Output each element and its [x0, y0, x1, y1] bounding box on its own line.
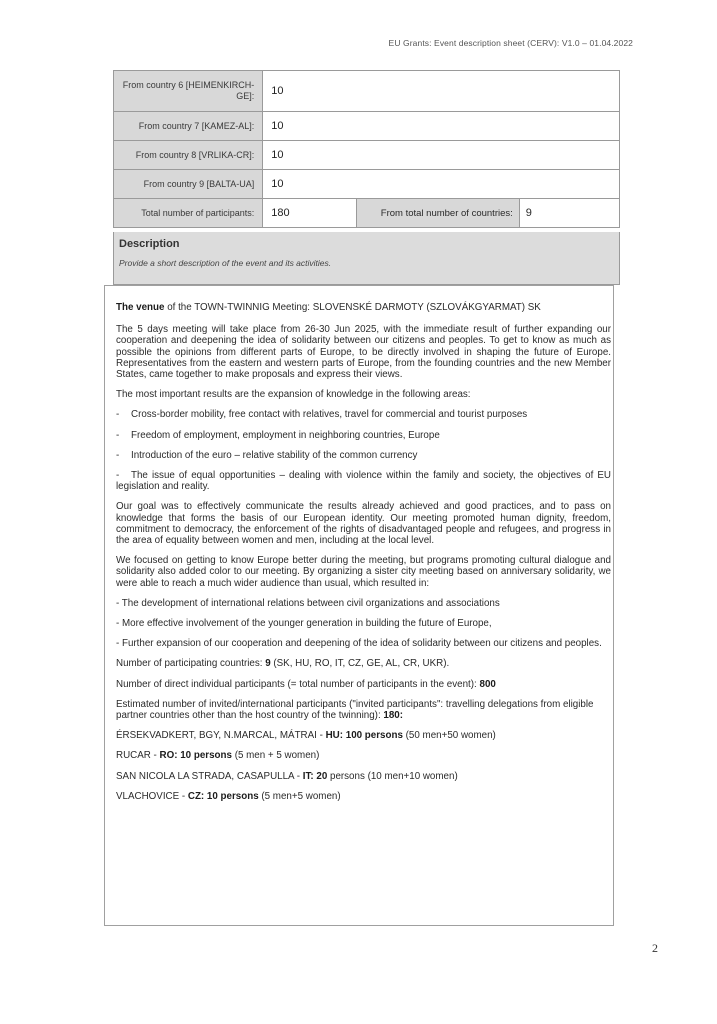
delegation-towns: SAN NICOLA LA STRADA, CASAPULLA -	[116, 770, 303, 782]
country-7-label: From country 7 [KAMEZ-AL]:	[114, 112, 263, 141]
delegation-towns: ÉRSEKVADKERT, BGY, N.MARCAL, MÁTRAI -	[116, 730, 326, 742]
list-item: - The issue of equal opportunities – dealing with violence within the family and society, the objectives of EU legislation and reality.	[116, 470, 611, 493]
description-header	[113, 232, 620, 285]
countries-list: (SK, HU, RO, IT, CZ, GE, AL, CR, UKR).	[270, 658, 450, 670]
list-item: - Cross-border mobility, free contact with relatives, travel for commercial and tourist purposes	[116, 409, 528, 421]
table-row	[114, 112, 620, 141]
invited-label: Estimated number of invited/international participants ("invited participants": travelling delegations from eligible partner countries other than the host country of the twinning):	[116, 698, 594, 722]
description-title: Description	[119, 238, 180, 250]
list-item-text: Cross-border mobility, free contact with relatives, travel for commercial and tourist purposes	[131, 409, 528, 421]
country-8-label: From country 8 [VRLIKA-CR]:	[114, 141, 263, 170]
country-9-value: 10	[263, 170, 620, 199]
delegation-ro	[116, 750, 613, 761]
country-7-value: 10	[263, 112, 620, 141]
paragraph: The 5 days meeting will take place from 26-30 Jun 2025, with the immediate result of further expanding our cooperation and deepening the idea of solidarity between our citizens and peoples. To get to know as much as possible the opinions from different parts of Europe, to be directly involved in shaping the future of Europe. Representatives from the eastern and western parts of Europe, from the founding countries and the new Member States, came together to make proposals and express their views.	[116, 324, 611, 381]
page-number: 2	[652, 941, 658, 955]
table-row	[114, 170, 620, 199]
total-countries-value: 9	[519, 199, 619, 228]
countries-paragraph	[116, 658, 613, 669]
paragraph: Our goal was to effectively communicate the results already achieved and good practices, and to pass on knowledge that forms the basis of our European identity. Our meeting promoted human dignity, freedom, commitment to democracy, the enforcement of the rights of disadvantaged people and refugees, and progress in the area of equality between women and men, including at the local level.	[116, 501, 611, 547]
list-item-text: Introduction of the euro – relative stability of the common currency	[131, 449, 418, 461]
delegation-cz	[116, 791, 613, 802]
result-item: - More effective involvement of the younger generation in building the future of Europe,	[116, 618, 492, 630]
delegation-split: persons (10 men+10 women)	[327, 770, 458, 782]
delegation-count: CZ: 10 persons	[187, 790, 259, 802]
table-row	[114, 141, 620, 170]
list-item-text: Freedom of employment, employment in neighboring countries, Europe	[131, 429, 440, 441]
venue-paragraph	[116, 302, 613, 313]
total-participants-value: 180	[263, 199, 357, 228]
country-8-value: 10	[263, 141, 620, 170]
delegation-count: IT: 20	[302, 770, 328, 782]
venue-text: of the TOWN-TWINNIG Meeting: SLOVENSKÉ DARMOTY (SZLOVÁKGYARMAT) SK	[164, 302, 541, 313]
result-item: - The development of international relations between civil organizations and associations	[116, 597, 500, 609]
direct-participants-paragraph	[116, 679, 613, 690]
country-6-value: 10	[263, 71, 620, 112]
paragraph: We focused on getting to know Europe better during the meeting, but programs promoting cultural dialogue and solidarity also added color to our meeting. By organizing a sister city meeting based on anniversary solidarity, we were able to reach a much wider audience than usual, which resulted in:	[116, 555, 611, 589]
list-item: - Freedom of employment, employment in neighboring countries, Europe	[116, 429, 440, 441]
list-item: - Introduction of the euro – relative stability of the common currency	[116, 449, 418, 461]
list-item-text: The issue of equal opportunities – dealing with violence within the family and society, the objectives of EU legislation and reality.	[116, 470, 611, 493]
invited-number: 180:	[383, 710, 404, 722]
delegation-towns: VLACHOVICE -	[116, 790, 188, 802]
delegation-split: (50 men+50 women)	[402, 730, 496, 742]
country-6-label: From country 6 [HEIMENKIRCH-GE]:	[114, 71, 263, 112]
delegation-count: HU: 100 persons	[325, 730, 403, 742]
delegation-hu	[116, 730, 613, 741]
venue-bold: The venue	[116, 302, 165, 313]
total-participants-label: Total number of participants:	[114, 199, 263, 228]
description-content	[104, 285, 614, 926]
delegation-count: RO: 10 persons	[159, 750, 232, 762]
direct-label: Number of direct individual participants (= total number of participants in the event):	[116, 678, 480, 690]
delegation-split: (5 men+5 women)	[258, 790, 341, 802]
table-row	[114, 199, 620, 228]
description-hint: Provide a short description of the event and its activities.	[119, 258, 332, 268]
direct-number: 800	[479, 678, 496, 690]
countries-number: 9	[265, 658, 271, 670]
result-item: - Further expansion of our cooperation and deepening of the idea of solidarity between our citizens and peoples.	[116, 638, 602, 650]
invited-participants-paragraph	[116, 699, 613, 721]
delegation-towns: RUCAR -	[116, 750, 160, 762]
table-row	[114, 71, 620, 112]
document-header: EU Grants: Event description sheet (CERV): V1.0 – 01.04.2022	[388, 38, 633, 48]
country-9-label: From country 9 [BALTA-UA]	[114, 170, 263, 199]
delegation-split: (5 men + 5 women)	[231, 750, 320, 762]
paragraph: The most important results are the expansion of knowledge in the following areas:	[116, 389, 471, 401]
participants-table	[113, 70, 620, 228]
total-countries-label: From total number of countries:	[357, 199, 519, 228]
delegation-it	[116, 771, 613, 782]
countries-label: Number of participating countries:	[116, 658, 266, 670]
